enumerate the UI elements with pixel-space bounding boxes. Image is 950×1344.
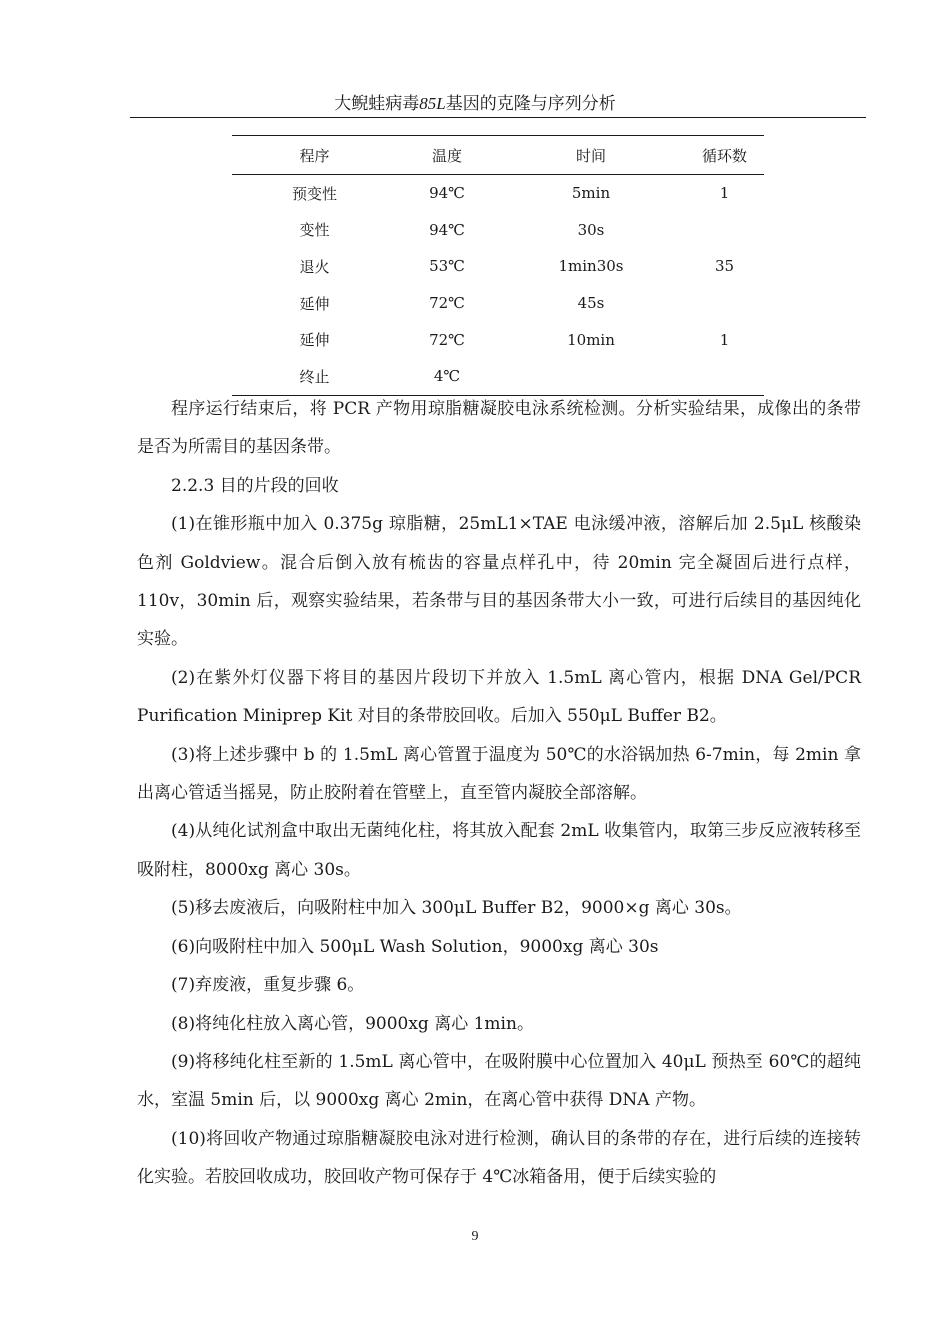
table-cell: 94℃ — [429, 184, 465, 203]
table-cell: 35 — [714, 257, 735, 276]
column-header-program: 程序 — [232, 136, 397, 175]
column-header-time: 时间 — [497, 136, 685, 175]
table-cell: 1min30s — [558, 257, 624, 276]
table-cell: 30s — [577, 220, 605, 239]
table-row — [232, 212, 764, 249]
step-9-paragraph: (9)将移纯化柱至新的 1.5mL 离心管中，在吸附膜中心位置加入 40μL 预热至 60℃的超纯水，室温 5min 后，以 9000xg 离心 2min，在离心管中获得 DNA 产物。 — [137, 1051, 861, 1111]
header-title-suffix: 基因的克隆与序列分析 — [445, 94, 616, 114]
table-cell: 退火 — [299, 257, 330, 276]
table-cell: 5min — [571, 184, 611, 203]
table-row — [232, 321, 764, 358]
table-row — [232, 248, 764, 285]
table-row — [232, 285, 764, 322]
table-cell: 94℃ — [429, 220, 465, 239]
body-text — [137, 390, 861, 1197]
step-4-paragraph: (4)从纯化试剂盒中取出无菌纯化柱，将其放入配套 2mL 收集管内，取第三步反应液转移至吸附柱，8000xg 离心 30s。 — [137, 821, 861, 880]
table-cell: 预变性 — [291, 184, 337, 203]
pcr-program-table — [232, 135, 764, 396]
paragraph-result-check: 程序运行结束后，将 PCR 产物用琼脂糖凝胶电泳系统检测。分析实验结果，成像出的条带是否为所需目的基因条带。 — [137, 399, 861, 458]
running-header — [0, 93, 950, 115]
table-cell — [685, 285, 764, 322]
table-cell: 4℃ — [397, 358, 497, 395]
table-cell: 变性 — [299, 221, 330, 240]
step-1-paragraph: (1)在锥形瓶中加入 0.375g 琼脂糖，25mL1×TAE 电泳缓冲液，溶解后加 2.5μL 核酸染色剂 Goldview。混合后倒入放有梳齿的容量点样孔中，待 20min 完全凝固后进行点样，110v，30min 后，观察实验结果，若条带与目的基因条带大小一致，可进行后续目的基因纯化实验。 — [137, 514, 861, 650]
table-cell — [685, 212, 764, 249]
table-cell: 终止 — [232, 358, 397, 395]
step-8-paragraph: (8)将纯化柱放入离心管，9000xg 离心 1min。 — [171, 1013, 534, 1034]
header-gene-name: 85L — [419, 94, 446, 113]
step-10-paragraph: (10)将回收产物通过琼脂糖凝胶电泳对进行检测，确认目的条带的存在，进行后续的连接转化实验。若胶回收成功，胶回收产物可保存于 4℃冰箱备用，便于后续实验的 — [137, 1128, 861, 1188]
table-cell: 10min — [567, 330, 615, 349]
table-cell: 1 — [719, 184, 730, 203]
table-cell: 延伸 — [299, 331, 330, 350]
table-cell: 53℃ — [429, 257, 465, 276]
page-number: 9 — [471, 1229, 479, 1244]
table-header-row — [232, 136, 764, 175]
table-cell: 1 — [719, 330, 730, 349]
step-2-paragraph: (2)在紫外灯仪器下将目的基因片段切下并放入 1.5mL 离心管内，根据 DNA Gel/PCR Purification Miniprep Kit 对目的条带胶回收。后加入 550μL Buffer B2。 — [137, 667, 861, 727]
table-cell: 延伸 — [299, 294, 330, 313]
step-3-paragraph: (3)将上述步骤中 b 的 1.5mL 离心管置于温度为 50℃的水浴锅加热 6-7min，每 2min 拿出离心管适当摇晃，防止胶附着在管壁上，直至管内凝胶全部溶解。 — [137, 744, 861, 804]
column-header-temperature: 温度 — [397, 136, 497, 175]
column-header-cycles: 循环数 — [685, 136, 764, 175]
step-7-paragraph: (7)弃废液，重复步骤 6。 — [171, 975, 365, 996]
header-title-prefix: 大鲵蛙病毒 — [334, 94, 420, 114]
table-cell: 45s — [577, 294, 605, 313]
table-cell: 72℃ — [429, 330, 465, 349]
section-heading-2-2-3: 2.2.3 目的片段的回收 — [171, 475, 339, 496]
table-cell: 72℃ — [429, 294, 465, 313]
step-6-paragraph: (6)向吸附柱中加入 500μL Wash Solution，9000xg 离心 30s — [171, 936, 659, 957]
header-rule — [130, 117, 866, 118]
table-row — [232, 175, 764, 212]
step-5-paragraph: (5)移去废液后，向吸附柱中加入 300μL Buffer B2，9000×g 离心 30s。 — [171, 898, 742, 919]
